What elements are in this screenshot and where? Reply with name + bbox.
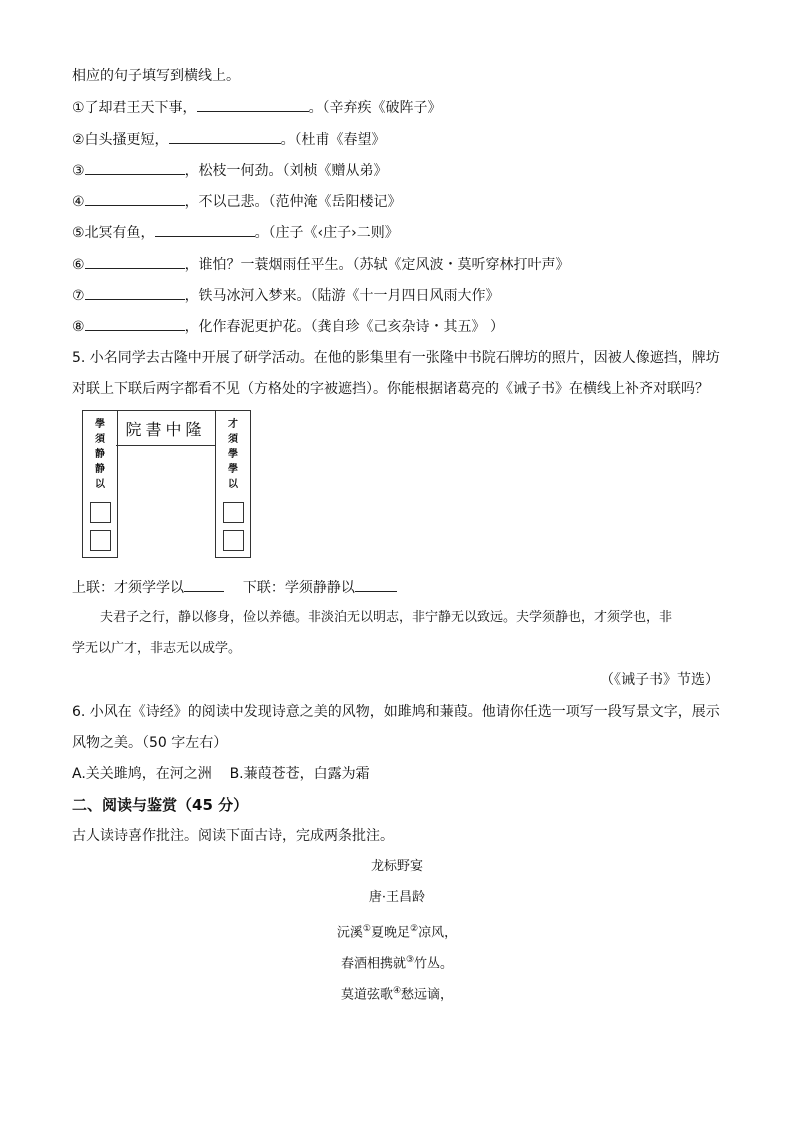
couplet-char: 才 bbox=[228, 419, 238, 430]
answer-blank[interactable] bbox=[184, 577, 224, 592]
upper-couplet-label: 上联：才须学学以 bbox=[72, 580, 184, 596]
answer-blank[interactable] bbox=[85, 191, 185, 206]
answer-blank[interactable] bbox=[85, 254, 185, 269]
right-pillar bbox=[215, 410, 251, 558]
section-heading: 二、阅读与鉴赏（45 分） bbox=[72, 796, 249, 814]
q4-post: ，谁怕？一蓑烟雨任平生。（苏轼《定风波・莫听穿林打叶声》 bbox=[184, 257, 570, 273]
archway-figure bbox=[82, 410, 252, 558]
couplet-char: 學 bbox=[228, 464, 238, 475]
q4-post: ，松枝一何劲。（刘桢《赠从弟》 bbox=[184, 163, 388, 179]
hidden-char-box bbox=[90, 530, 111, 551]
couplet-char: 静 bbox=[95, 449, 105, 460]
quote-source: （《诫子书》节选） bbox=[600, 672, 719, 688]
quote-line2: 学无以广才，非志无以成学。 bbox=[72, 641, 242, 656]
q4-pre: ③ bbox=[72, 163, 85, 179]
answer-blank[interactable] bbox=[169, 129, 281, 144]
q4-item-4 bbox=[72, 191, 402, 212]
note-mark: ③ bbox=[405, 955, 415, 965]
note-mark: ④ bbox=[392, 986, 402, 996]
q4-pre: ⑤北冥有鱼， bbox=[72, 225, 155, 241]
couplet-char: 須 bbox=[95, 434, 105, 445]
section-intro: 古人读诗喜作批注。阅读下面古诗，完成两条批注。 bbox=[72, 828, 394, 844]
hidden-char-box bbox=[223, 530, 244, 551]
quote-line1: 夫君子之行，静以修身，俭以养德。非淡泊无以明志，非宁静无以致远。夫学须静也，才须学也，非 bbox=[100, 610, 673, 625]
q4-item-5 bbox=[72, 222, 399, 243]
q4-item-3 bbox=[72, 160, 388, 181]
intro-line: 相应的句子填写到横线上。 bbox=[72, 68, 240, 84]
poem-text: 夏晚足 bbox=[370, 925, 410, 941]
poem-line-3 bbox=[0, 981, 794, 1005]
q4-item-8 bbox=[72, 316, 504, 337]
couplet-char: 學 bbox=[95, 419, 105, 430]
q4-pre: ⑦ bbox=[72, 288, 85, 304]
q5-answer-line bbox=[72, 577, 397, 598]
poem-author: 唐·王昌龄 bbox=[368, 890, 426, 905]
hidden-char-box bbox=[90, 502, 111, 523]
archway-beam: 院書中隆 bbox=[116, 410, 215, 446]
right-couplet bbox=[216, 417, 250, 492]
poem-text: 竹丛。 bbox=[414, 956, 454, 972]
q4-pre: ⑧ bbox=[72, 319, 85, 335]
q6-options: A.关关雎鸠，在河之洲 B.蒹葭苍苍，白露为霜 bbox=[72, 766, 370, 782]
couplet-char: 學 bbox=[228, 449, 238, 460]
q4-post: 。（杜甫《春望》 bbox=[280, 132, 386, 148]
q4-post: 。（辛弃疾《破阵子》 bbox=[308, 100, 442, 116]
q4-post: ，铁马冰河入梦来。（陆游《十一月四日风雨大作》 bbox=[184, 288, 500, 304]
poem-text: 沅溪 bbox=[336, 925, 363, 941]
lower-couplet-label: 下联：学须静静以 bbox=[242, 580, 355, 596]
couplet-char: 静 bbox=[95, 464, 105, 475]
poem-line-1 bbox=[0, 919, 794, 943]
poem-text: 莫道弦歌 bbox=[340, 987, 393, 1003]
q4-item-7 bbox=[72, 285, 500, 306]
poem-text: 春酒相携就 bbox=[340, 956, 406, 972]
q6-line2: 风物之美。（50 字左右） bbox=[72, 735, 228, 751]
poem-line-2 bbox=[0, 950, 794, 974]
poem-text: 凉风， bbox=[418, 925, 458, 941]
answer-blank[interactable] bbox=[85, 285, 185, 300]
q6-line1: 6. 小风在《诗经》的阅读中发现诗意之美的风物，如雎鸠和蒹葭。他请你任选一项写一段写景文字，展示 bbox=[72, 704, 720, 720]
q5-line2: 对联上下联后两字都看不见（方格处的字被遮挡）。你能根据诸葛亮的《诫子书》在横线上补齐对联吗？ bbox=[72, 381, 709, 397]
left-pillar bbox=[82, 410, 118, 558]
q4-post: ，化作春泥更护花。（龚自珍《己亥杂诗・其五》 ） bbox=[184, 319, 505, 335]
poem-text: 愁远谪， bbox=[401, 987, 454, 1003]
left-couplet bbox=[83, 417, 117, 492]
q5-line1: 5. 小名同学去古隆中开展了研学活动。在他的影集里有一张隆中书院石牌坊的照片，因被人像遮挡，牌坊 bbox=[72, 350, 720, 366]
couplet-char: 須 bbox=[228, 434, 238, 445]
q4-pre: ①了却君王天下事， bbox=[72, 100, 197, 116]
note-mark: ② bbox=[410, 924, 419, 934]
q4-post: ，不以己悲。（范仲淹《岳阳楼记》 bbox=[184, 194, 402, 210]
poem-title: 龙标野宴 bbox=[370, 859, 423, 874]
note-mark: ① bbox=[362, 924, 371, 934]
hidden-char-box bbox=[223, 502, 244, 523]
q4-item-6 bbox=[72, 254, 570, 275]
q4-item-2 bbox=[72, 129, 386, 150]
q4-post: 。（庄子《‹庄子›二则》 bbox=[254, 225, 399, 241]
couplet-char: 以 bbox=[228, 479, 238, 490]
couplet-char: 以 bbox=[95, 479, 105, 490]
answer-blank[interactable] bbox=[197, 97, 309, 112]
q4-pre: ⑥ bbox=[72, 257, 85, 273]
answer-blank[interactable] bbox=[85, 316, 185, 331]
answer-blank[interactable] bbox=[85, 160, 185, 175]
q4-pre: ②白头搔更短， bbox=[72, 132, 169, 148]
q4-item-1 bbox=[72, 97, 442, 118]
answer-blank[interactable] bbox=[155, 222, 255, 237]
answer-blank[interactable] bbox=[355, 577, 397, 592]
q4-pre: ④ bbox=[72, 194, 85, 210]
